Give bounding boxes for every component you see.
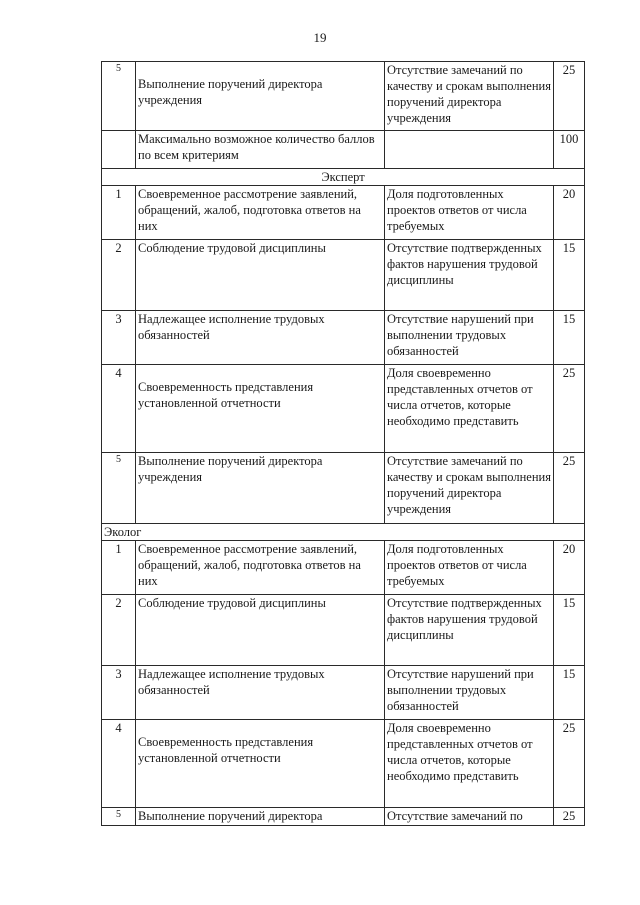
indicator-cell: Отсутствие замечаний по <box>385 808 554 826</box>
row-number <box>102 131 136 169</box>
row-number: 1 <box>102 541 136 595</box>
row-number: 1 <box>102 186 136 240</box>
table-row <box>102 595 585 666</box>
row-number: 5 <box>102 808 136 826</box>
score-cell: 15 <box>554 311 585 365</box>
score-cell: 25 <box>554 365 585 453</box>
row-number: 3 <box>102 311 136 365</box>
section-header-row <box>102 169 585 186</box>
score-cell: 25 <box>554 808 585 826</box>
criterion-cell: Выполнение поручений директора учреждения <box>136 453 385 524</box>
indicator-cell: Отсутствие нарушений при выполнении трудовых обязанностей <box>385 311 554 365</box>
indicator-cell: Отсутствие замечаний по качеству и срокам выполнения поручений директора учреждения <box>385 453 554 524</box>
score-cell: 100 <box>554 131 585 169</box>
criterion-cell: Своевременное рассмотрение заявлений, обращений, жалоб, подготовка ответов на них <box>136 186 385 240</box>
score-cell: 15 <box>554 240 585 311</box>
table-row <box>102 541 585 595</box>
indicator-cell: Доля подготовленных проектов ответов от числа требуемых <box>385 541 554 595</box>
indicator-cell: Отсутствие нарушений при выполнении трудовых обязанностей <box>385 666 554 720</box>
row-number: 5 <box>102 62 136 131</box>
indicator-cell: Отсутствие замечаний по качеству и срокам выполнения поручений директора учреждения <box>385 62 554 131</box>
table-row <box>102 453 585 524</box>
indicator-cell: Отсутствие подтвержденных фактов нарушения трудовой дисциплины <box>385 595 554 666</box>
table-row <box>102 666 585 720</box>
score-cell: 25 <box>554 720 585 808</box>
criterion-cell: Надлежащее исполнение трудовых обязанностей <box>136 666 385 720</box>
criterion-cell: Выполнение поручений директора <box>136 808 385 826</box>
indicator-cell: Отсутствие подтвержденных фактов нарушения трудовой дисциплины <box>385 240 554 311</box>
row-number: 4 <box>102 365 136 453</box>
section-title-expert: Эксперт <box>102 169 585 186</box>
row-number: 5 <box>102 453 136 524</box>
table-row-total <box>102 131 585 169</box>
indicator-cell: Доля своевременно представленных отчетов от числа отчетов, которые необходимо представить <box>385 365 554 453</box>
criteria-table <box>101 61 585 826</box>
score-cell: 25 <box>554 453 585 524</box>
page-number: 19 <box>313 30 327 45</box>
indicator-cell: Доля подготовленных проектов ответов от числа требуемых <box>385 186 554 240</box>
criterion-cell: Соблюдение трудовой дисциплины <box>136 595 385 666</box>
table-row <box>102 311 585 365</box>
table-row <box>102 240 585 311</box>
criterion-cell: Соблюдение трудовой дисциплины <box>136 240 385 311</box>
score-cell: 25 <box>554 62 585 131</box>
table-row <box>102 62 585 131</box>
indicator-cell: Доля своевременно представленных отчетов от числа отчетов, которые необходимо представить <box>385 720 554 808</box>
criterion-cell: Выполнение поручений директора учреждения <box>136 62 385 131</box>
score-cell: 15 <box>554 666 585 720</box>
table-row <box>102 808 585 826</box>
criterion-cell: Своевременность представления установленной отчетности <box>136 720 385 808</box>
row-number: 3 <box>102 666 136 720</box>
score-cell: 20 <box>554 186 585 240</box>
table-row <box>102 720 585 808</box>
table-row <box>102 365 585 453</box>
row-number: 2 <box>102 595 136 666</box>
section-title-ecologist: Эколог <box>102 524 585 541</box>
table-row <box>102 186 585 240</box>
section-header-row <box>102 524 585 541</box>
criterion-cell: Максимально возможное количество баллов по всем критериям <box>136 131 385 169</box>
score-cell: 20 <box>554 541 585 595</box>
row-number: 4 <box>102 720 136 808</box>
score-cell: 15 <box>554 595 585 666</box>
row-number: 2 <box>102 240 136 311</box>
indicator-cell <box>385 131 554 169</box>
criterion-cell: Надлежащее исполнение трудовых обязанностей <box>136 311 385 365</box>
criterion-cell: Своевременное рассмотрение заявлений, обращений, жалоб, подготовка ответов на них <box>136 541 385 595</box>
criterion-cell: Своевременность представления установленной отчетности <box>136 365 385 453</box>
